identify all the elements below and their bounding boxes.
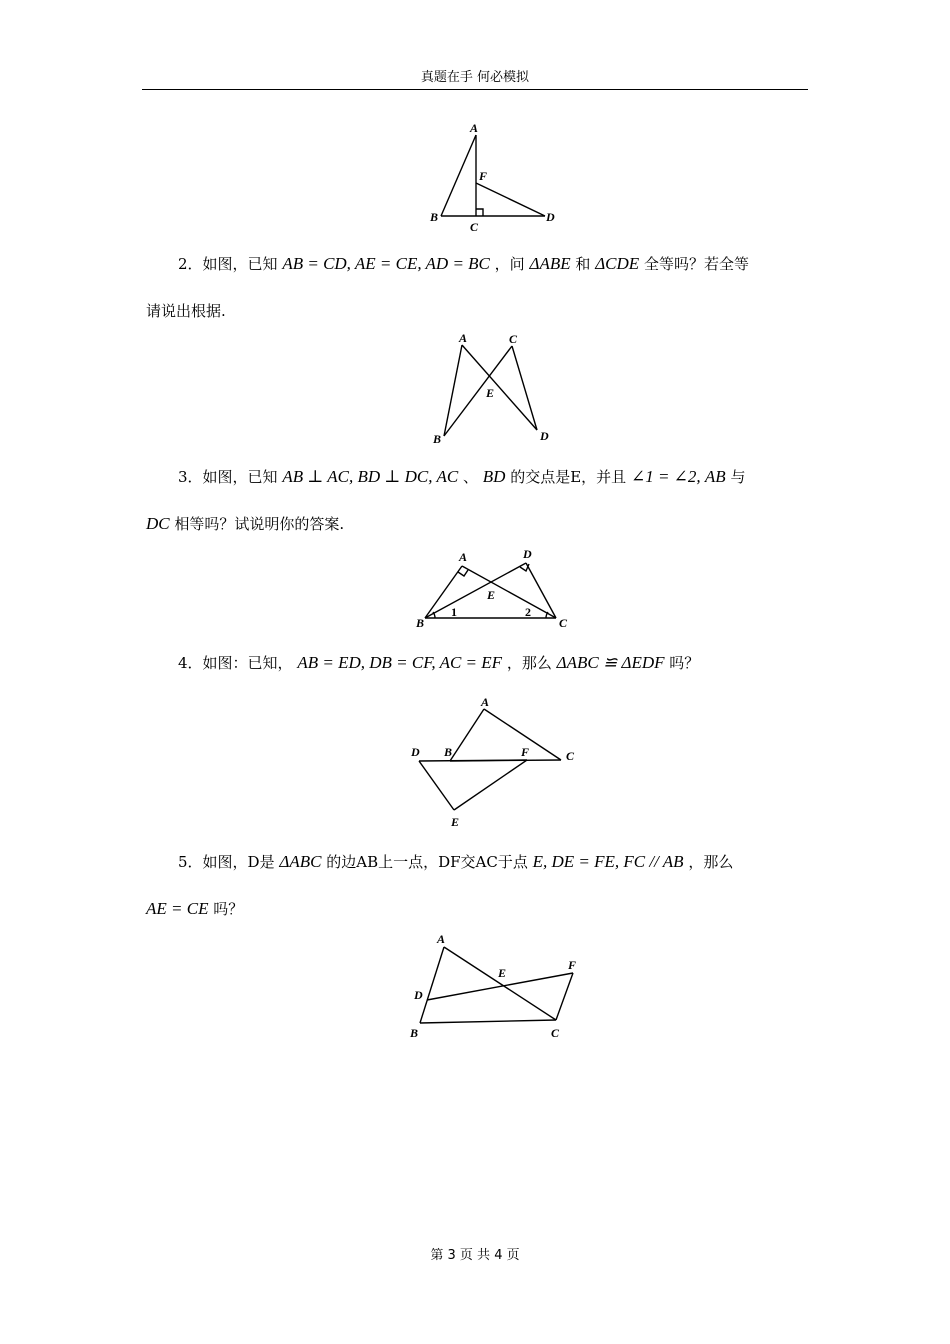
q2-text-line2: 请说出根据.	[146, 302, 226, 320]
q2-math-given: AB = CD, AE = CE, AD = BC	[282, 254, 490, 273]
fig1-label-b: B	[430, 210, 439, 224]
fig2-segment-ad	[462, 345, 537, 430]
q3-math-dc: DC	[146, 514, 170, 533]
fig2-label-b: B	[433, 432, 442, 446]
fig1-label-d: D	[546, 210, 555, 224]
fig5-label-a: A	[437, 932, 446, 946]
q5-text-question: 吗？	[213, 900, 244, 918]
q4-math-congruent: ΔABC ≌ ΔEDF	[556, 653, 665, 672]
fig4-segment-ef	[454, 760, 527, 810]
fig5-label-b: B	[410, 1026, 419, 1040]
fig3-label-angle-1: 1	[451, 605, 457, 619]
q5-math-ae-ce: AE = CE	[146, 899, 209, 918]
fig5-segment-bc	[420, 1020, 556, 1023]
q3-text-sep: 、	[462, 468, 478, 486]
figure-1	[420, 115, 570, 240]
fig2-label-c: C	[509, 332, 518, 346]
fig3-right-angle-a	[458, 570, 468, 576]
fig2-label-d: D	[540, 429, 549, 443]
fig5-label-f: F	[568, 958, 577, 972]
q3-math-given: AB ⊥ AC, BD ⊥ DC, AC	[282, 467, 459, 486]
fig5-segment-fc	[556, 973, 573, 1020]
q3-math-bd: BD	[482, 467, 506, 486]
q4-text-then: ，那么	[506, 654, 552, 672]
fig2-label-a: A	[459, 331, 468, 345]
fig2-label-e: E	[486, 386, 495, 400]
fig4-label-b: B	[444, 745, 453, 759]
q2-text-ask: ，问	[494, 255, 525, 273]
fig3-label-a: A	[459, 550, 468, 564]
q5-line-1	[178, 851, 733, 872]
fig4-label-e: E	[451, 815, 460, 829]
q5-math-triangle: ΔABC	[279, 852, 322, 871]
fig4-segment-ab	[450, 709, 484, 761]
fig3-segment-bd	[425, 563, 526, 618]
header-rule	[142, 89, 808, 90]
fig1-segment-fd	[476, 183, 545, 216]
fig1-segment-ab	[441, 135, 476, 216]
q5-text-edge: 的边AB上一点，DF交AC于点	[326, 853, 528, 871]
q4-line-1	[178, 652, 699, 673]
q3-line-1	[178, 466, 745, 487]
fig1-label-a: A	[470, 121, 479, 135]
q5-math-given: E, DE = FE, FC // AB	[532, 852, 684, 871]
fig3-label-b: B	[416, 616, 425, 630]
fig4-segment-de	[419, 761, 454, 810]
q3-line-2	[146, 513, 344, 534]
fig4-label-d: D	[411, 745, 420, 759]
page-header: 真题在手 何必模拟	[420, 70, 530, 85]
figure-4	[405, 693, 590, 833]
q4-math-given: AB = ED, DB = CF, AC = EF	[297, 653, 503, 672]
fig3-label-e: E	[487, 588, 496, 602]
page-footer: 第 3 页 共 4 页	[430, 1248, 520, 1263]
q2-math-tri1: ΔABE	[529, 254, 571, 273]
q2-line-1	[178, 253, 749, 274]
fig4-label-a: A	[481, 695, 490, 709]
q3-number: 3．如图，已知	[178, 468, 278, 486]
fig4-label-c: C	[566, 749, 575, 763]
fig5-segment-ab	[420, 947, 444, 1023]
figure-5	[400, 930, 590, 1045]
figure-2	[425, 328, 565, 453]
fig5-label-d: D	[414, 988, 423, 1002]
q3-math-angles: ∠1 = ∠2, AB	[630, 467, 726, 486]
q5-line-2	[146, 898, 243, 919]
fig2-segment-cd	[512, 346, 537, 430]
q2-text-and: 和	[575, 255, 591, 273]
fig3-label-angle-2: 2	[525, 605, 531, 619]
fig3-label-c: C	[559, 616, 568, 630]
fig5-segment-ac	[444, 947, 556, 1020]
fig4-label-f: F	[521, 745, 530, 759]
q5-number: 5．如图，D是	[178, 853, 275, 871]
fig5-label-c: C	[551, 1026, 560, 1040]
q2-text-end: 全等吗？若全等	[643, 255, 749, 273]
fig2-segment-ab	[444, 345, 462, 436]
fig1-right-angle-mark	[476, 209, 483, 216]
fig5-label-e: E	[498, 966, 507, 980]
q3-text-question: 相等吗？试说明你的答案.	[174, 515, 345, 533]
q2-math-tri2: ΔCDE	[595, 254, 640, 273]
fig1-label-c: C	[470, 220, 479, 234]
figure-3	[412, 545, 587, 635]
fig1-label-f: F	[479, 169, 488, 183]
q3-text-intersect: 的交点是E，并且	[510, 468, 627, 486]
q3-text-and: 与	[730, 468, 746, 486]
q4-number: 4．如图：已知，	[178, 654, 293, 672]
q2-number: 2．如图，已知	[178, 255, 278, 273]
q4-text-question: 吗？	[669, 654, 700, 672]
fig4-segment-df	[419, 760, 527, 761]
q2-line-2	[146, 300, 226, 321]
fig3-label-d: D	[523, 547, 532, 561]
q5-text-then: ，那么	[688, 853, 734, 871]
